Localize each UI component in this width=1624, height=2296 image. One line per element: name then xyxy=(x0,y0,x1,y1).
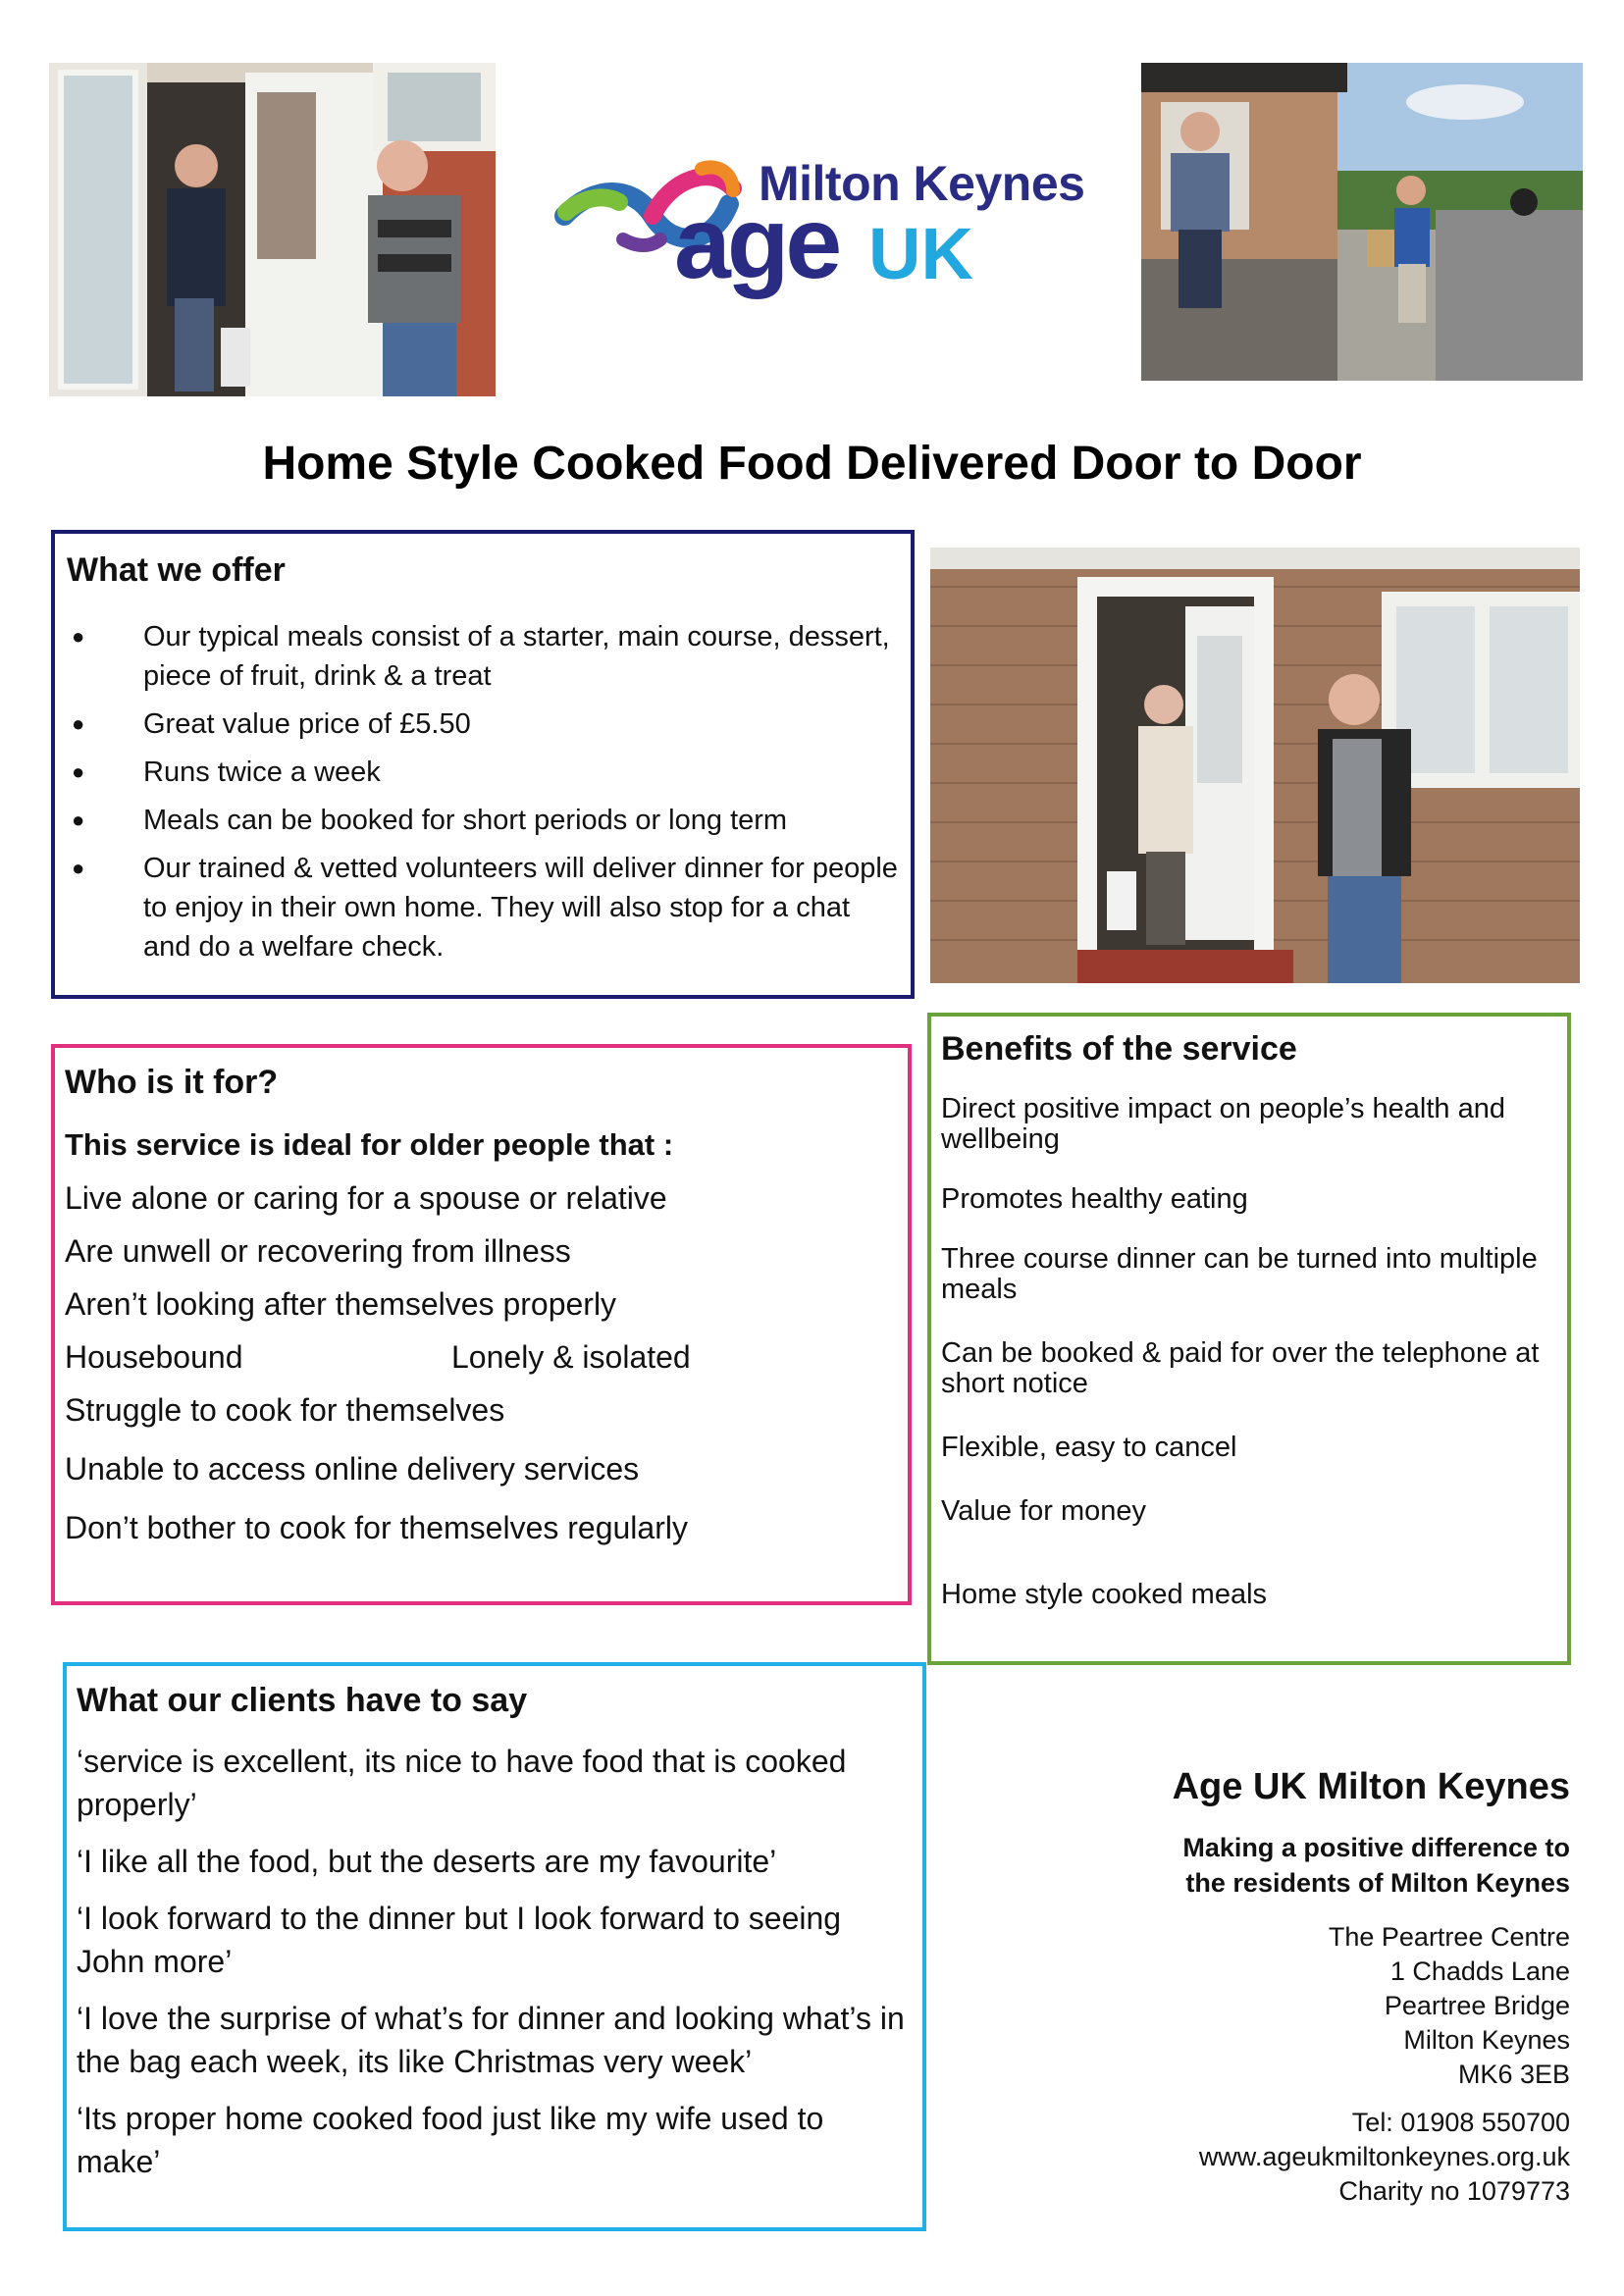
list-item: Can be booked & paid for over the telephone at short notice xyxy=(941,1337,1540,1399)
list-item: Don’t bother to cook for themselves regularly xyxy=(65,1510,688,1545)
testimonial-quote: ‘I love the surprise of what’s for dinner and looking what’s in the bag each week, its like Christmas very week’ xyxy=(77,2001,905,2079)
list-item: Value for money xyxy=(941,1495,1147,1527)
who-subheading: This service is ideal for older people that : xyxy=(65,1127,674,1162)
bullet-icon: ● xyxy=(72,856,85,880)
contact-block xyxy=(1079,1766,1570,2209)
charity-number: Charity no 1079773 xyxy=(1338,2176,1570,2206)
list-item: Unable to access online delivery services xyxy=(65,1451,640,1487)
housebound-text: Housebound xyxy=(65,1339,243,1375)
list-item: ● Runs twice a week xyxy=(67,753,899,792)
age-uk-milton-keynes-logo xyxy=(554,137,1109,304)
list-item: Aren’t looking after themselves properly xyxy=(65,1286,617,1322)
list-item: Live alone or caring for a spouse or relative xyxy=(65,1180,667,1216)
clients-testimonials-box xyxy=(63,1662,926,2231)
what-we-offer-heading: What we offer xyxy=(67,551,286,589)
logo-milton-keynes-text: Milton Keynes xyxy=(759,156,1085,211)
photo-doorstep-delivery-left xyxy=(49,63,496,396)
offer-list xyxy=(67,617,899,966)
testimonial-quote: ‘Its proper home cooked food just like my wife used to make’ xyxy=(77,2101,824,2179)
list-item: Flexible, easy to cancel xyxy=(941,1432,1237,1463)
bullet-icon: ● xyxy=(72,624,85,649)
bullet-icon: ● xyxy=(72,759,85,784)
list-item: Home style cooked meals xyxy=(941,1579,1268,1610)
logo-uk-text: UK xyxy=(868,213,973,294)
photo-street-delivery-right xyxy=(1141,63,1583,381)
address: The Peartree Centre 1 Chadds Lane Peartree Bridge Milton Keynes MK6 3EB xyxy=(1328,1922,1570,2089)
benefits-box xyxy=(927,1013,1571,1665)
list-item: ● Our typical meals consist of a starter, main course, dessert, piece of fruit, drink & a treat xyxy=(67,617,899,696)
tagline: Making a positive difference to the residents of Milton Keynes xyxy=(1182,1833,1570,1898)
list-item: Are unwell or recovering from illness xyxy=(65,1233,571,1269)
photo-doorway-elderly-lady xyxy=(930,548,1580,983)
list-item: Three course dinner can be turned into multiple meals xyxy=(941,1243,1538,1305)
contact-details xyxy=(1079,2106,1570,2209)
who-is-it-for-box xyxy=(51,1044,912,1605)
list-item-pair xyxy=(65,1337,898,1377)
list-item: ● Our trained & vetted volunteers will deliver dinner for people to enjoy in their own home. They will also stop for a chat and do a welfare check. xyxy=(67,849,899,966)
testimonial-quote: ‘I look forward to the dinner but I look forward to seeing John more’ xyxy=(77,1901,842,1979)
testimonial-quote: ‘service is excellent, its nice to have food that is cooked properly’ xyxy=(77,1744,847,1822)
website-link[interactable]: www.ageukmiltonkeynes.org.uk xyxy=(1198,2142,1570,2171)
bullet-icon: ● xyxy=(72,808,85,832)
benefits-heading: Benefits of the service xyxy=(941,1030,1297,1068)
list-item: ● Meals can be booked for short periods or long term xyxy=(67,801,899,840)
clients-heading: What our clients have to say xyxy=(77,1682,528,1719)
logo-age-text: age xyxy=(674,186,839,300)
lonely-isolated-text: Lonely & isolated xyxy=(451,1339,691,1375)
list-item: Direct positive impact on people’s health and wellbeing xyxy=(941,1093,1505,1155)
testimonial-quote: ‘I like all the food, but the deserts are my favourite’ xyxy=(77,1844,777,1879)
page-title: Home Style Cooked Food Delivered Door to Door xyxy=(262,438,1362,490)
bullet-icon: ● xyxy=(72,711,85,736)
list-item: Struggle to cook for themselves xyxy=(65,1392,505,1428)
who-is-it-for-heading: Who is it for? xyxy=(65,1064,279,1101)
organisation-name: Age UK Milton Keynes xyxy=(1172,1766,1570,1807)
list-item: ● Great value price of £5.50 xyxy=(67,704,899,744)
telephone: Tel: 01908 550700 xyxy=(1351,2108,1570,2137)
what-we-offer-box xyxy=(51,530,915,999)
list-item: Promotes healthy eating xyxy=(941,1183,1248,1215)
